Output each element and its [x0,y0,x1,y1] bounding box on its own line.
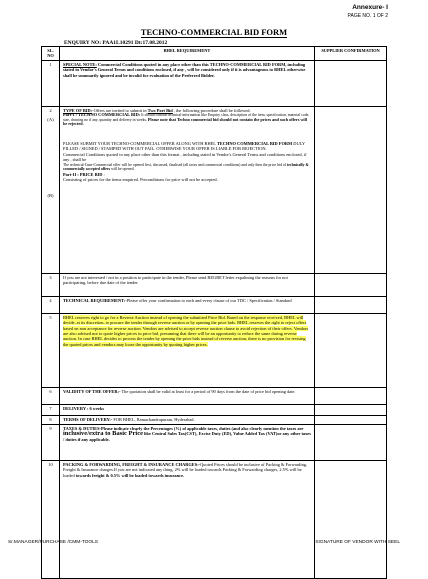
taxes-label: TAXES & DUTIES- [63,425,101,431]
please-submit-bold: TECHNO COMMERCIAL BID FORM [216,141,293,146]
packing-bold-text: towards freight & 0.5% will be loaded towards insurance. [75,472,185,478]
row-confirmation-cell[interactable] [315,313,387,387]
special-note-label: SPECIAL NOTE: [63,61,97,67]
technical-requirement-label: TECHNICAL REQUIREMENT:- [63,297,127,303]
terms-of-delivery-label: TERMS OF DELIVERY:- [63,416,113,422]
row-requirement [60,313,315,387]
sub-label-a: (A) [47,117,54,123]
enquiry-number: ENQUIRY NO: PAA1L10291 Dt:17.08.2012 [64,40,168,46]
row-number-value: 2 [49,107,52,113]
table-row [42,424,387,460]
table-header-row [42,47,387,61]
row-number: 10 [42,460,60,578]
bid-form-table [41,46,387,579]
table-row [42,387,387,404]
row-confirmation-cell[interactable] [315,460,387,578]
taxes-text2: like Central Sales Tax(CST), Excise Duty (ED), Value Added Tax (VAT)or any other taxes / duties if any applicable. [63,431,311,442]
terms-of-delivery-text: FOR BHEL, Ramachandrapuram, Hyderabad. [112,416,195,422]
table-row [42,106,387,273]
part-ii-colon: : [102,171,105,177]
part-i-body: It should contain technical information like Enquiry class, description of the item, specification, material code, size, drawing no if any, quantity and delivery in weeks. [63,113,310,122]
row-number: 9 [42,424,60,460]
reverse-auction-text: BHEL reserves right to go for a Reverse Auction instead of opening the submitted Price Bid. Based on the response received, BHEL will decide, at its discretion, to procure the tender through reverse auction or by opening the price bids. BHEL reserves the right to reject offers based on non acceptance for reverse auction. Vendors are advised to accept reverse auction clause to avoid rejection of their offers. Vendors are also advised not to quote higher prices in price bid, presuming that there will be an opportunity to reduce the same during reverse auction. In case BHEL decides to process the tender by opening the price bids instead of reverse auction, there is no provision for revising the quoted prices and vendors may loose the opportunity by quoting higher prices. [63,314,309,347]
row-requirement [60,106,315,273]
please-submit-text [63,141,311,152]
table-row [42,60,387,106]
annexure-label: Annexure- I [352,4,388,11]
table-row [42,273,387,296]
part-i-text [63,113,311,127]
taxes-text1: Please indicate clearly the Percentages (%) of applicable taxes, duties (and also clearly mention the taxes are [100,425,304,431]
tc-bold: technically & commercially accepted offers [63,162,309,172]
row-confirmation-cell[interactable] [315,424,387,460]
please-submit-lead: PLEASE SUBMIT YOUR TECHNO-COMMERCIAL OFFER ALONG WITH BHEL [63,141,217,146]
part-ii-label: Part-II : PRICE BID [63,171,103,177]
row-number: 6 [42,387,60,404]
table-row [42,313,387,387]
table-row [42,415,387,424]
part-i-note: Please note that Techno commercial bid should not contain the prices and such offers will be rejected. [63,116,307,127]
techno-commercial-opening-text [63,163,311,172]
part-ii-body: Consisting of prices for the items enquired. Preconditions for price will not be accepted. [63,177,218,183]
row-number: 8 [42,415,60,424]
row-confirmation-cell[interactable] [315,387,387,404]
row-confirmation-cell[interactable] [315,296,387,313]
delivery-text: DELIVERY : 6 weeks [60,404,315,415]
row-requirement [60,60,315,106]
row-requirement [60,424,315,460]
row-number: 1 [42,60,60,106]
bid-type-text2: , the following procedure shall be followed. [172,107,251,113]
page-title [0,27,428,37]
packing-label: PACKING & FORWARDING, FREIGHT & INSURANCE CHARGES:- [63,461,201,467]
table-row [42,296,387,313]
header-sl-no: SL. NO [42,47,60,61]
row-confirmation-cell[interactable] [315,415,387,424]
row-number: 3 [42,273,60,296]
row-number: 5 [42,313,60,387]
two-part-bid: Two Part Bid [147,107,173,113]
taxes-big-text: inclusive/extra to Basic Price [63,430,143,438]
header-confirmation: SUPPLIER CONFIRMATION [315,47,387,61]
please-submit-tail: DULY FILLED / SIGNED / STAMPED WITH OUT FAIL. OTHERWISE YOUR OFFER IS LIABLE FOR REJECTION. [63,141,305,152]
page-title-text: TECHNO-COMMERCIAL BID FORM [140,27,288,37]
header-requirement: BHEL REQUIREMENT [60,47,315,61]
special-note-text: Commercial Conditions quoted in any place other than this TECHNO-COMMERCIAL BID FORM, including stated in Vendor's General Terms and conditions enclosed, if any , will be considered only if it is advantageous to BHEL otherwise shall be summarily ignored and be invalid for evaluation of the Preferred Bidder. [63,61,306,78]
row-requirement: If you are not interested / not in a position to participate in the tender, Please send REGRET letter expalining the reasons for not participating, before due date of the tender. [60,273,315,296]
footer-right-signature: SIGNATURE OF VENDOR WITH SEEL [315,540,400,545]
page-number: PAGE NO. 1 OF 2 [347,13,388,19]
row-requirement [60,460,315,578]
row-confirmation-cell[interactable] [315,60,387,106]
technical-requirement-text: Please offer your confirmation to each and every clause of our TDC / Specification / Standard [126,297,292,303]
sub-label-b: (B) [47,192,54,198]
validity-label: VALIDITY OF THE OFFER:- [63,388,121,394]
tc-lead: The technical-Cum-Commercial offer will be opened first, discussed, finalised (all taxes and commercial conditions) and only then the price bid of [63,162,287,167]
row-number: 4 [42,296,60,313]
row-confirmation-cell[interactable] [315,404,387,415]
row-requirement [60,387,315,404]
bid-type-text1: -Offers are invited to submit in [92,107,148,113]
row-requirement [60,296,315,313]
row-confirmation-cell[interactable] [315,273,387,296]
row-confirmation-cell[interactable] [315,106,387,273]
bid-type-label: TYPE OF BID: [63,107,93,113]
validity-text: The quotation shall be valid at least for a period of 90 days from the date of price bid opening date. [120,388,296,394]
commercial-conditions-text: Commercial Conditions quoted in any place other than this format , including stated in Vendor's General Terms and conditions enclosed, if any , shall be [63,151,307,163]
row-number [42,106,60,273]
table-row [42,404,387,415]
packing-text: Quoted Prices should be inclusive of Packing & Forwarding, Freight & Insurance charges.If you are not indicated any thing, 2% will be loaded towards Packing & Forwarding charges, 2.5% will be loaded [63,461,308,478]
row-number: 7 [42,404,60,415]
table-row [42,460,387,578]
row-requirement [60,415,315,424]
tc-tail: will be opened. [110,167,135,172]
part-i-label: Part-I : TECHNO COMMERCIAL BID: [63,112,141,118]
footer-left-signatory: Sr.MANAGER/PURCHASE /CMM-TOOLS [8,540,98,545]
